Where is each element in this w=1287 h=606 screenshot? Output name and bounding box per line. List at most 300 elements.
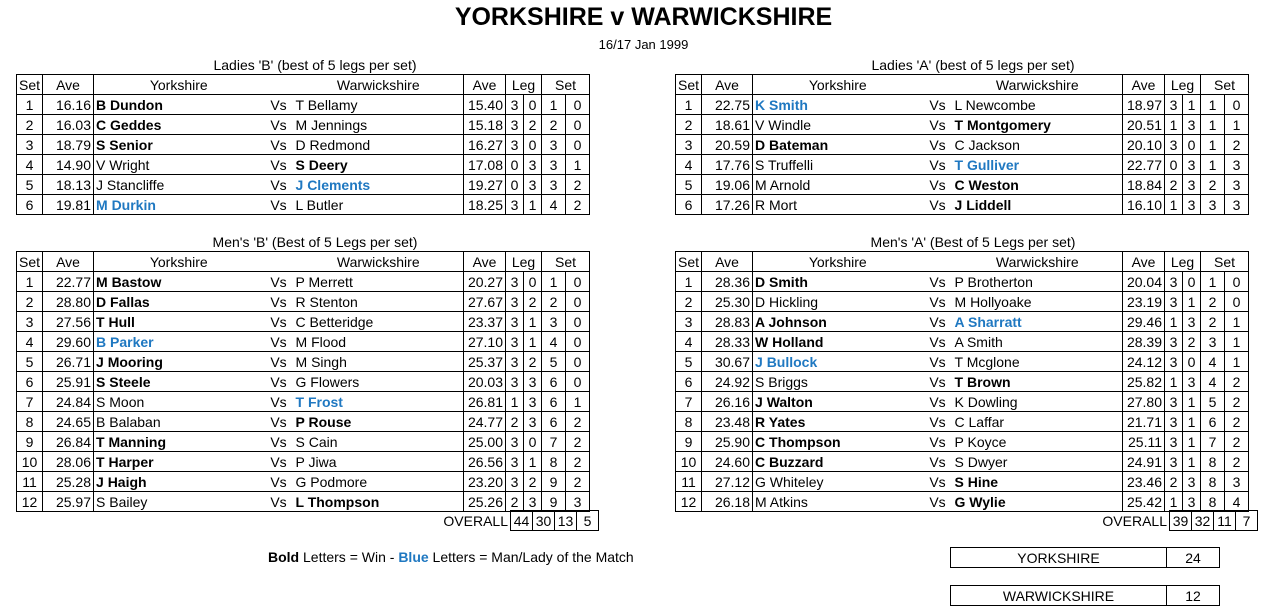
- col-header-ave: Ave: [43, 75, 94, 95]
- set-number: 2: [17, 115, 43, 135]
- away-average: 27.80: [1123, 392, 1165, 412]
- sets-away: 2: [1225, 135, 1249, 155]
- away-average: 26.56: [464, 452, 506, 472]
- mens-a-table: [675, 251, 1249, 512]
- home-player: B Dundon: [94, 95, 264, 115]
- home-player: M Arnold: [753, 175, 923, 195]
- home-player: C Buzzard: [753, 452, 923, 472]
- sets-home: 1: [1201, 272, 1225, 292]
- sets-away: 0: [566, 352, 590, 372]
- vs-label: Vs: [923, 155, 953, 175]
- set-number: 4: [17, 332, 43, 352]
- sets-home: 7: [542, 432, 566, 452]
- sets-home: 8: [1201, 492, 1225, 512]
- home-average: 27.12: [702, 472, 753, 492]
- home-average: 19.81: [43, 195, 94, 215]
- sets-away: 2: [1225, 392, 1249, 412]
- legs-home: 3: [1165, 332, 1183, 352]
- legs-home: 3: [506, 472, 524, 492]
- vs-label: Vs: [264, 372, 294, 392]
- legs-away: 1: [1183, 292, 1201, 312]
- vs-label: Vs: [923, 372, 953, 392]
- col-header-home: Yorkshire: [94, 252, 264, 272]
- table-row: [676, 412, 1249, 432]
- legs-home: 3: [506, 372, 524, 392]
- vs-label: Vs: [264, 135, 294, 155]
- sets-away: 4: [1225, 492, 1249, 512]
- col-header-set: Set: [676, 252, 702, 272]
- match-date: 16/17 Jan 1999: [598, 37, 689, 52]
- col-header-home: Yorkshire: [94, 75, 264, 95]
- mens-a-caption: Men's 'A' (Best of 5 Legs per set): [870, 234, 1076, 250]
- legs-away: 3: [1183, 115, 1201, 135]
- away-player: T Montgomery: [953, 115, 1123, 135]
- vs-label: Vs: [264, 292, 294, 312]
- legs-home: 3: [506, 312, 524, 332]
- overall-leg-away: 32: [1192, 511, 1214, 531]
- away-average: 24.91: [1123, 452, 1165, 472]
- legs-away: 0: [1183, 352, 1201, 372]
- table-row: [17, 312, 590, 332]
- home-player: K Smith: [753, 95, 923, 115]
- away-average: 20.04: [1123, 272, 1165, 292]
- legs-away: 0: [524, 432, 542, 452]
- legs-away: 3: [1183, 472, 1201, 492]
- home-average: 28.36: [702, 272, 753, 292]
- home-average: 17.26: [702, 195, 753, 215]
- away-average: 16.27: [464, 135, 506, 155]
- legs-away: 2: [524, 472, 542, 492]
- sets-home: 9: [542, 492, 566, 512]
- home-player: J Walton: [753, 392, 923, 412]
- sets-home: 1: [1201, 95, 1225, 115]
- col-header-set: Set: [17, 252, 43, 272]
- legs-home: 3: [506, 195, 524, 215]
- home-average: 24.65: [43, 412, 94, 432]
- away-player: G Wylie: [953, 492, 1123, 512]
- sets-away: 2: [1225, 452, 1249, 472]
- table-row: [676, 95, 1249, 115]
- table-row: [17, 432, 590, 452]
- vs-label: Vs: [923, 392, 953, 412]
- sets-home: 2: [1201, 292, 1225, 312]
- legs-home: 3: [1165, 292, 1183, 312]
- header-row: [676, 75, 1249, 95]
- legs-away: 3: [524, 412, 542, 432]
- vs-label: Vs: [923, 352, 953, 372]
- sets-away: 1: [566, 155, 590, 175]
- sets-away: 3: [1225, 155, 1249, 175]
- legs-home: 2: [506, 492, 524, 512]
- away-player: T Brown: [953, 372, 1123, 392]
- set-number: 2: [17, 292, 43, 312]
- table-row: [676, 195, 1249, 215]
- home-average: 26.84: [43, 432, 94, 452]
- legs-home: 3: [506, 292, 524, 312]
- away-average: 23.20: [464, 472, 506, 492]
- vs-label: Vs: [264, 472, 294, 492]
- vs-label: Vs: [923, 115, 953, 135]
- legs-home: 0: [506, 155, 524, 175]
- home-average: 26.71: [43, 352, 94, 372]
- table-row: [676, 332, 1249, 352]
- legs-home: 3: [506, 432, 524, 452]
- legs-away: 3: [1183, 155, 1201, 175]
- set-number: 3: [676, 135, 702, 155]
- vs-label: Vs: [923, 95, 953, 115]
- score-value: 12: [1167, 586, 1220, 606]
- sets-home: 5: [1201, 392, 1225, 412]
- legs-away: 3: [524, 372, 542, 392]
- home-average: 27.56: [43, 312, 94, 332]
- set-number: 8: [17, 412, 43, 432]
- sets-away: 2: [566, 432, 590, 452]
- sets-away: 2: [1225, 432, 1249, 452]
- away-average: 25.42: [1123, 492, 1165, 512]
- col-header-home: Yorkshire: [753, 75, 923, 95]
- col-header-set: Set: [676, 75, 702, 95]
- away-average: 20.51: [1123, 115, 1165, 135]
- home-player: C Thompson: [753, 432, 923, 452]
- table-row: [676, 492, 1249, 512]
- away-average: 24.77: [464, 412, 506, 432]
- sets-away: 2: [566, 472, 590, 492]
- home-player: D Fallas: [94, 292, 264, 312]
- home-player: M Durkin: [94, 195, 264, 215]
- vs-label: Vs: [923, 492, 953, 512]
- legs-home: 3: [1165, 412, 1183, 432]
- col-header-leg: Leg: [506, 252, 542, 272]
- away-player: P Rouse: [294, 412, 464, 432]
- away-player: G Flowers: [294, 372, 464, 392]
- set-number: 9: [17, 432, 43, 452]
- away-player: J Clements: [294, 175, 464, 195]
- away-player: L Butler: [294, 195, 464, 215]
- away-average: 25.82: [1123, 372, 1165, 392]
- legs-away: 1: [1183, 432, 1201, 452]
- sets-away: 0: [566, 312, 590, 332]
- sets-home: 6: [542, 412, 566, 432]
- away-average: 17.08: [464, 155, 506, 175]
- sets-home: 2: [1201, 175, 1225, 195]
- legs-away: 1: [1183, 95, 1201, 115]
- sets-home: 8: [542, 452, 566, 472]
- away-average: 21.71: [1123, 412, 1165, 432]
- table-row: [17, 372, 590, 392]
- home-average: 25.90: [702, 432, 753, 452]
- home-player: A Johnson: [753, 312, 923, 332]
- home-player: D Smith: [753, 272, 923, 292]
- home-average: 17.76: [702, 155, 753, 175]
- set-number: 3: [17, 312, 43, 332]
- away-player: S Cain: [294, 432, 464, 452]
- away-player: S Deery: [294, 155, 464, 175]
- sets-away: 3: [1225, 472, 1249, 492]
- vs-label: Vs: [264, 312, 294, 332]
- sets-home: 4: [542, 332, 566, 352]
- ladies-a-table: [675, 74, 1249, 215]
- vs-label: Vs: [923, 472, 953, 492]
- home-player: J Stancliffe: [94, 175, 264, 195]
- mens-b-overall: [434, 510, 599, 531]
- home-player: S Truffelli: [753, 155, 923, 175]
- home-average: 19.06: [702, 175, 753, 195]
- legs-away: 3: [524, 492, 542, 512]
- set-number: 5: [676, 352, 702, 372]
- away-player: J Liddell: [953, 195, 1123, 215]
- home-average: 25.97: [43, 492, 94, 512]
- col-header-ave: Ave: [702, 252, 753, 272]
- col-header-vs: [923, 75, 953, 95]
- legs-away: 1: [1183, 392, 1201, 412]
- home-average: 28.83: [702, 312, 753, 332]
- set-number: 6: [17, 372, 43, 392]
- home-average: 25.30: [702, 292, 753, 312]
- legend-bold-text: Letters = Win -: [299, 549, 399, 565]
- vs-label: Vs: [264, 115, 294, 135]
- legs-home: 2: [506, 412, 524, 432]
- vs-label: Vs: [923, 175, 953, 195]
- away-average: 25.37: [464, 352, 506, 372]
- sets-away: 3: [1225, 175, 1249, 195]
- sets-away: 0: [1225, 95, 1249, 115]
- overall-set-home: 13: [555, 511, 577, 531]
- away-average: 25.11: [1123, 432, 1165, 452]
- home-player: S Moon: [94, 392, 264, 412]
- legs-home: 2: [1165, 175, 1183, 195]
- set-number: 12: [17, 492, 43, 512]
- away-player: M Flood: [294, 332, 464, 352]
- sets-away: 0: [566, 332, 590, 352]
- set-number: 10: [17, 452, 43, 472]
- legs-away: 1: [524, 452, 542, 472]
- sets-home: 3: [542, 135, 566, 155]
- legs-home: 1: [1165, 195, 1183, 215]
- table-row: [17, 392, 590, 412]
- score-value: 24: [1167, 548, 1220, 568]
- away-player: C Laffar: [953, 412, 1123, 432]
- legs-home: 2: [1165, 472, 1183, 492]
- legs-home: 1: [506, 392, 524, 412]
- legend: [268, 549, 634, 565]
- overall-label: OVERALL: [443, 512, 508, 529]
- away-average: 15.18: [464, 115, 506, 135]
- vs-label: Vs: [264, 492, 294, 512]
- legs-away: 2: [524, 115, 542, 135]
- home-player: V Wright: [94, 155, 264, 175]
- set-number: 5: [676, 175, 702, 195]
- home-player: J Mooring: [94, 352, 264, 372]
- legend-bold: Bold: [268, 549, 300, 565]
- home-player: G Whiteley: [753, 472, 923, 492]
- table-row: [17, 472, 590, 492]
- home-player: T Hull: [94, 312, 264, 332]
- away-player: S Hine: [953, 472, 1123, 492]
- col-header-ave: Ave: [464, 252, 506, 272]
- away-average: 23.19: [1123, 292, 1165, 312]
- ladies-b-caption: Ladies 'B' (best of 5 legs per set): [213, 57, 417, 73]
- sets-home: 1: [542, 95, 566, 115]
- mens-b-table: [16, 251, 590, 512]
- home-player: C Geddes: [94, 115, 264, 135]
- legs-home: 3: [1165, 272, 1183, 292]
- legs-home: 3: [506, 115, 524, 135]
- vs-label: Vs: [264, 352, 294, 372]
- home-player: S Bailey: [94, 492, 264, 512]
- legs-away: 3: [1183, 195, 1201, 215]
- vs-label: Vs: [264, 412, 294, 432]
- sets-away: 0: [1225, 292, 1249, 312]
- sets-home: 1: [1201, 115, 1225, 135]
- legs-away: 1: [524, 332, 542, 352]
- table-row: [676, 372, 1249, 392]
- legs-away: 2: [1183, 332, 1201, 352]
- away-average: 18.97: [1123, 95, 1165, 115]
- away-player: M Jennings: [294, 115, 464, 135]
- away-player: A Smith: [953, 332, 1123, 352]
- legs-away: 1: [524, 195, 542, 215]
- legs-home: 3: [506, 272, 524, 292]
- col-header-set: Set: [17, 75, 43, 95]
- set-number: 8: [676, 412, 702, 432]
- vs-label: Vs: [264, 272, 294, 292]
- overall-leg-away: 30: [533, 511, 555, 531]
- home-average: 29.60: [43, 332, 94, 352]
- legs-away: 0: [1183, 135, 1201, 155]
- legs-away: 3: [1183, 175, 1201, 195]
- away-player: T Bellamy: [294, 95, 464, 115]
- home-average: 28.06: [43, 452, 94, 472]
- sets-home: 1: [1201, 155, 1225, 175]
- set-number: 12: [676, 492, 702, 512]
- vs-label: Vs: [264, 332, 294, 352]
- legs-away: 3: [1183, 312, 1201, 332]
- score-team: YORKSHIRE: [951, 548, 1167, 568]
- sets-home: 4: [542, 195, 566, 215]
- set-number: 4: [676, 155, 702, 175]
- vs-label: Vs: [264, 95, 294, 115]
- table-row: [17, 412, 590, 432]
- col-header-set: Set: [1201, 252, 1249, 272]
- sets-away: 2: [566, 452, 590, 472]
- home-player: R Yates: [753, 412, 923, 432]
- set-number: 11: [17, 472, 43, 492]
- col-header-set: Set: [542, 75, 590, 95]
- legs-away: 2: [524, 292, 542, 312]
- away-average: 23.46: [1123, 472, 1165, 492]
- away-player: G Podmore: [294, 472, 464, 492]
- legs-home: 0: [1165, 155, 1183, 175]
- away-average: 15.40: [464, 95, 506, 115]
- set-number: 3: [17, 135, 43, 155]
- home-average: 25.91: [43, 372, 94, 392]
- legs-away: 3: [524, 175, 542, 195]
- sets-home: 6: [1201, 412, 1225, 432]
- away-average: 26.81: [464, 392, 506, 412]
- vs-label: Vs: [264, 155, 294, 175]
- set-number: 1: [676, 272, 702, 292]
- away-average: 20.27: [464, 272, 506, 292]
- away-player: C Jackson: [953, 135, 1123, 155]
- away-player: P Koyce: [953, 432, 1123, 452]
- vs-label: Vs: [923, 332, 953, 352]
- home-player: T Harper: [94, 452, 264, 472]
- home-average: 18.13: [43, 175, 94, 195]
- legs-home: 3: [506, 452, 524, 472]
- home-average: 16.03: [43, 115, 94, 135]
- home-average: 28.80: [43, 292, 94, 312]
- col-header-vs: [264, 75, 294, 95]
- set-number: 10: [676, 452, 702, 472]
- sets-away: 2: [1225, 372, 1249, 392]
- table-row: [676, 135, 1249, 155]
- table-row: [676, 292, 1249, 312]
- table-row: [17, 292, 590, 312]
- table-row: [17, 492, 590, 512]
- away-average: 22.77: [1123, 155, 1165, 175]
- away-average: 27.10: [464, 332, 506, 352]
- home-player: T Manning: [94, 432, 264, 452]
- sets-away: 3: [566, 492, 590, 512]
- home-average: 22.77: [43, 272, 94, 292]
- header-row: [17, 252, 590, 272]
- away-player: M Hollyoake: [953, 292, 1123, 312]
- legs-away: 3: [1183, 492, 1201, 512]
- table-row: [17, 95, 590, 115]
- sets-home: 8: [1201, 452, 1225, 472]
- vs-label: Vs: [923, 135, 953, 155]
- table-row: [676, 472, 1249, 492]
- away-player: M Singh: [294, 352, 464, 372]
- vs-label: Vs: [923, 272, 953, 292]
- sets-away: 0: [566, 272, 590, 292]
- legs-home: 0: [506, 175, 524, 195]
- table-row: [676, 175, 1249, 195]
- set-number: 2: [676, 292, 702, 312]
- home-average: 24.92: [702, 372, 753, 392]
- table-row: [17, 332, 590, 352]
- set-number: 7: [17, 392, 43, 412]
- legs-home: 3: [1165, 432, 1183, 452]
- away-average: 27.67: [464, 292, 506, 312]
- table-row: [676, 392, 1249, 412]
- set-number: 1: [17, 95, 43, 115]
- legend-blue: Blue: [398, 549, 429, 565]
- vs-label: Vs: [923, 452, 953, 472]
- away-average: 18.25: [464, 195, 506, 215]
- away-player: T Mcglone: [953, 352, 1123, 372]
- vs-label: Vs: [923, 312, 953, 332]
- legs-away: 3: [524, 392, 542, 412]
- sets-home: 3: [1201, 332, 1225, 352]
- sets-home: 6: [542, 372, 566, 392]
- sets-away: 1: [1225, 312, 1249, 332]
- sets-away: 1: [1225, 352, 1249, 372]
- mens-a-overall: [1093, 510, 1258, 531]
- home-average: 26.16: [702, 392, 753, 412]
- sets-away: 0: [1225, 272, 1249, 292]
- legs-home: 1: [1165, 372, 1183, 392]
- away-player: K Dowling: [953, 392, 1123, 412]
- vs-label: Vs: [264, 432, 294, 452]
- set-number: 5: [17, 352, 43, 372]
- vs-label: Vs: [264, 392, 294, 412]
- away-average: 29.46: [1123, 312, 1165, 332]
- sets-home: 9: [542, 472, 566, 492]
- home-player: D Bateman: [753, 135, 923, 155]
- col-header-ave: Ave: [702, 75, 753, 95]
- legs-away: 3: [1183, 372, 1201, 392]
